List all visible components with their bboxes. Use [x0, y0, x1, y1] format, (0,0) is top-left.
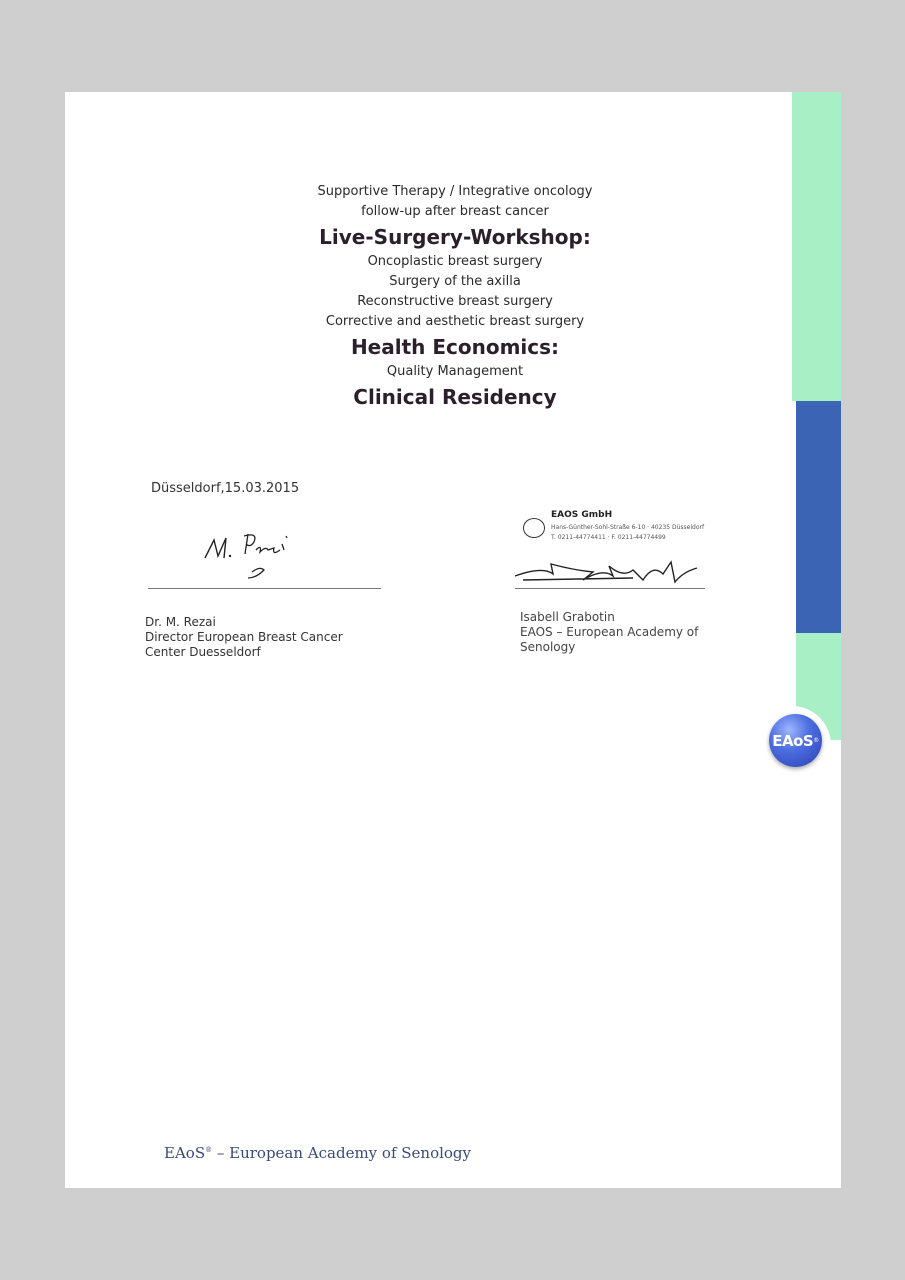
- footer-brand: EAoS: [164, 1144, 206, 1162]
- signatory-right-name: Isabell Grabotin: [520, 610, 615, 624]
- workshop-item: Reconstructive breast surgery: [357, 294, 553, 309]
- program-content: [315, 182, 595, 412]
- signatory-left-title-2: Center Duesseldorf: [145, 645, 261, 659]
- signature-line-right: [515, 588, 705, 589]
- signatory-right-title-1: EAOS – European Academy of: [520, 625, 699, 639]
- certificate-page: [65, 92, 841, 1188]
- date-line: Düsseldorf,15.03.2015: [151, 481, 300, 496]
- signatory-left-name: Dr. M. Rezai: [145, 615, 216, 629]
- heading-residency: Clinical Residency: [353, 385, 557, 409]
- footer: [164, 1144, 471, 1162]
- green-band-top: [792, 92, 841, 401]
- signatory-left-title-1: Director European Breast Cancer: [145, 630, 343, 644]
- stamp-phone: T. 0211-44774411 · F. 0211-44774499: [551, 534, 666, 541]
- program-line-2: follow-up after breast cancer: [361, 204, 549, 219]
- signature-right: [513, 556, 703, 591]
- workshop-item: Oncoplastic breast surgery: [367, 254, 543, 269]
- signatory-right-title-2: Senology: [520, 640, 576, 654]
- signatory-left: [145, 615, 343, 660]
- logo-text: EAoS: [772, 731, 814, 750]
- blue-band: [796, 401, 841, 633]
- signature-left: [200, 528, 310, 588]
- footer-mark: ®: [205, 1146, 213, 1154]
- stamp-address: Hans-Günther-Sohl-Straße 6-10 · 40235 Düsseldorf: [551, 524, 705, 531]
- stamp-company: EAOS GmbH: [551, 510, 613, 520]
- stamp-face-icon: [523, 518, 545, 538]
- footer-text: – European Academy of Senology: [212, 1144, 472, 1162]
- eaos-logo: [769, 714, 822, 767]
- program-line-1: Supportive Therapy / Integrative oncology: [317, 184, 593, 199]
- heading-economics: Health Economics:: [350, 335, 560, 359]
- heading-workshop: Live-Surgery-Workshop:: [319, 225, 591, 249]
- economics-item: Quality Management: [386, 364, 524, 379]
- workshop-item: Corrective and aesthetic breast surgery: [325, 314, 585, 329]
- company-stamp: [523, 510, 733, 550]
- signatory-right: [520, 610, 698, 655]
- signature-line-left: [148, 588, 381, 589]
- workshop-item: Surgery of the axilla: [389, 274, 521, 289]
- logo-mark: ®: [813, 737, 819, 744]
